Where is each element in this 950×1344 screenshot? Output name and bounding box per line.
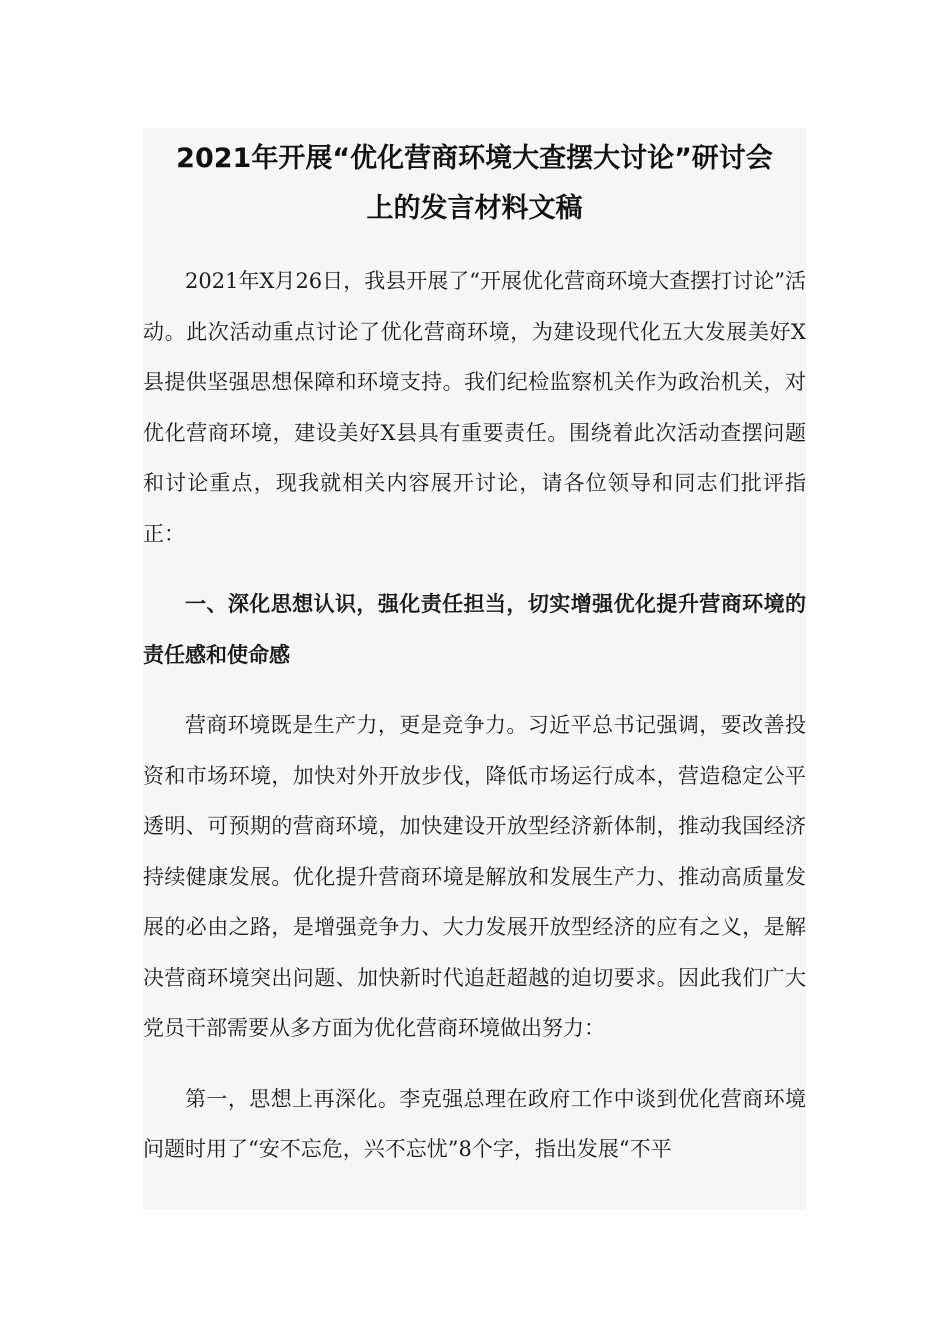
paragraph-first-point: 第一，思想上再深化。李克强总理在政府工作中谈到优化营商环境问题时用了“安不忘危，兴不忘忧”8个字，指出发展“不平	[143, 1086, 806, 1161]
paragraph-intro: 2021年X月26日，我县开展了“开展优化营商环境大查摆打讨论”活动。此次活动重点讨论了优化营商环境，为建设现代化五大发展美好X县提供坚强思想保障和环境支持。我们纪检监察机关作为政治机关，对优化营商环境，建设美好X县具有重要责任。围绕着此次活动查摆问题和讨论重点，现我就相关内容展开讨论，请各位领导和同志们批评指正：	[143, 269, 806, 546]
title-line-2: 上的发言材料文稿	[366, 193, 583, 224]
document-body	[143, 128, 806, 1210]
section-heading-1: 一、深化思想认识，强化责任担当，切实增强优化提升营商环境的责任感和使命感	[143, 592, 806, 667]
title-line-1: 2021年开展“优化营商环境大查摆大讨论”研讨会	[176, 143, 773, 174]
document-title	[143, 128, 806, 234]
paragraph-business-environment: 营商环境既是生产力，更是竞争力。习近平总书记强调，要改善投资和市场环境，加快对外开放步伐，降低市场运行成本，营造稳定公平透明、可预期的营商环境，加快建设开放型经济新体制，推动我国经济持续健康发展。优化提升营商环境是解放和发展生产力、推动高质量发展的必由之路，是增强竞争力、大力发展开放型经济的应有之义，是解决营商环境突出问题、加快新时代追赶超越的迫切要求。因此我们广大党员干部需要从多方面为优化营商环境做出努力：	[143, 713, 806, 1040]
